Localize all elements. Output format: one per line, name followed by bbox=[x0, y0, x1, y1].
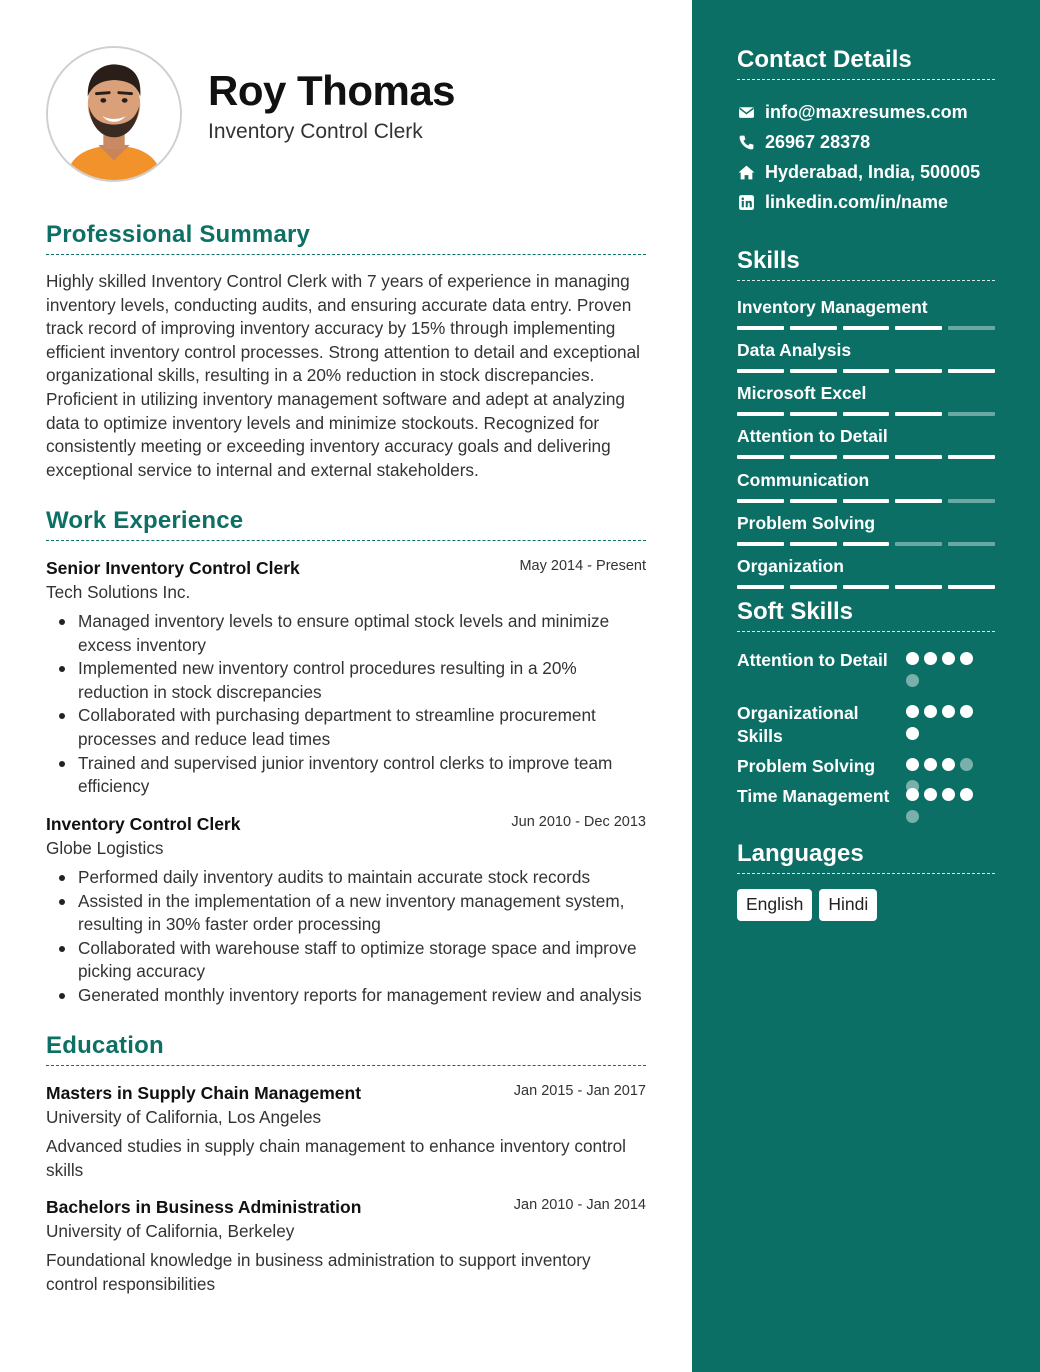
soft-skill-rating bbox=[906, 705, 982, 740]
skill-label: Inventory Management bbox=[737, 297, 928, 317]
home-icon bbox=[737, 163, 755, 181]
rating-dot bbox=[960, 705, 973, 718]
soft-skill-rating bbox=[906, 788, 982, 823]
skill-level-segment bbox=[737, 585, 784, 589]
job-role: Inventory Control Clerk bbox=[46, 814, 241, 834]
skill-level-segment bbox=[737, 412, 784, 416]
contact-email[interactable] bbox=[737, 100, 968, 124]
summary-heading: Professional Summary bbox=[46, 220, 646, 255]
skill-label: Communication bbox=[737, 470, 870, 490]
degree-title: Masters in Supply Chain Management bbox=[46, 1083, 362, 1103]
rating-dot bbox=[906, 758, 919, 771]
rating-dot bbox=[924, 788, 937, 801]
skill-level-bar bbox=[737, 369, 995, 373]
rating-dot bbox=[906, 705, 919, 718]
education-entry bbox=[46, 1195, 646, 1296]
skill-item bbox=[737, 469, 995, 503]
language-tag: Hindi bbox=[819, 889, 877, 921]
experience-entry bbox=[46, 556, 646, 799]
education-dates: Jan 2015 - Jan 2017 bbox=[513, 1083, 646, 1099]
rating-dot bbox=[906, 788, 919, 801]
education-description: Advanced studies in supply chain management to enhance inventory control skills bbox=[46, 1136, 626, 1180]
job-dates: Jun 2010 - Dec 2013 bbox=[511, 814, 646, 830]
bullet-item: Generated monthly inventory reports for management review and analysis bbox=[46, 984, 646, 1008]
skill-label: Attention to Detail bbox=[737, 426, 888, 446]
languages-heading: Languages bbox=[737, 839, 995, 874]
education-entry bbox=[46, 1081, 646, 1182]
skill-level-segment bbox=[790, 369, 837, 373]
education-heading: Education bbox=[46, 1031, 646, 1066]
skill-level-segment bbox=[790, 542, 837, 546]
skill-level-segment bbox=[895, 542, 942, 546]
contact-linkedin-text: linkedin.com/in/name bbox=[765, 192, 949, 212]
rating-dot bbox=[906, 810, 919, 823]
skill-level-segment bbox=[790, 585, 837, 589]
skill-level-segment bbox=[790, 326, 837, 330]
skill-level-segment bbox=[790, 499, 837, 503]
contact-address bbox=[737, 160, 980, 184]
contact-address-text: Hyderabad, India, 500005 bbox=[765, 162, 981, 182]
contact-email-text: info@maxresumes.com bbox=[765, 102, 968, 122]
bullet-item: Managed inventory levels to ensure optimal stock levels and minimize excess inventory bbox=[46, 610, 646, 657]
skill-level-segment bbox=[843, 499, 890, 503]
skill-level-segment bbox=[895, 499, 942, 503]
rating-dot bbox=[906, 727, 919, 740]
soft-skill-rating bbox=[906, 652, 982, 687]
skill-level-bar bbox=[737, 542, 995, 546]
rating-dot bbox=[942, 788, 955, 801]
skill-level-segment bbox=[895, 585, 942, 589]
skill-level-segment bbox=[737, 326, 784, 330]
job-company: Tech Solutions Inc. bbox=[46, 582, 191, 602]
skill-level-segment bbox=[895, 455, 942, 459]
job-dates: May 2014 - Present bbox=[519, 558, 646, 574]
school-name: University of California, Berkeley bbox=[46, 1221, 295, 1241]
rating-dot bbox=[924, 652, 937, 665]
rating-dot bbox=[906, 652, 919, 665]
skill-level-segment bbox=[948, 455, 995, 459]
skill-level-bar bbox=[737, 455, 995, 459]
language-tag: English bbox=[737, 889, 812, 921]
skill-level-bar bbox=[737, 412, 995, 416]
skill-level-segment bbox=[737, 542, 784, 546]
soft-skill-label: Attention to Detail bbox=[737, 650, 888, 670]
skill-level-segment bbox=[948, 326, 995, 330]
soft-skill-label: Problem Solving bbox=[737, 756, 876, 776]
skill-level-segment bbox=[948, 369, 995, 373]
skill-level-segment bbox=[843, 369, 890, 373]
skill-level-segment bbox=[948, 499, 995, 503]
skill-item bbox=[737, 339, 995, 373]
sidebar bbox=[692, 0, 1040, 1372]
experience-entry bbox=[46, 812, 646, 1008]
contact-heading: Contact Details bbox=[737, 45, 995, 80]
experience-heading: Work Experience bbox=[46, 506, 646, 541]
skill-level-bar bbox=[737, 326, 995, 330]
languages-list bbox=[737, 889, 877, 921]
skill-item bbox=[737, 296, 995, 330]
skill-level-segment bbox=[948, 542, 995, 546]
candidate-name: Roy Thomas bbox=[208, 67, 456, 114]
contact-phone-text: 26967 28378 bbox=[765, 132, 871, 152]
skill-item bbox=[737, 512, 995, 546]
profile-photo-icon bbox=[48, 48, 180, 180]
skill-level-segment bbox=[790, 412, 837, 416]
rating-dot bbox=[924, 758, 937, 771]
skill-level-segment bbox=[843, 412, 890, 416]
skill-level-segment bbox=[737, 369, 784, 373]
bullet-item: Collaborated with warehouse staff to optimize storage space and improve picking accuracy bbox=[46, 937, 646, 984]
skill-level-segment bbox=[843, 585, 890, 589]
bullet-item: Trained and supervised junior inventory control clerks to improve team efficiency bbox=[46, 752, 646, 799]
skill-level-bar bbox=[737, 499, 995, 503]
rating-dot bbox=[942, 758, 955, 771]
rating-dot bbox=[960, 652, 973, 665]
skill-level-segment bbox=[843, 542, 890, 546]
bullet-item: Performed daily inventory audits to maintain accurate stock records bbox=[46, 866, 646, 890]
skill-level-segment bbox=[843, 455, 890, 459]
envelope-icon bbox=[737, 103, 755, 121]
linkedin-icon bbox=[737, 193, 755, 211]
rating-dot bbox=[942, 652, 955, 665]
avatar bbox=[46, 46, 182, 182]
contact-linkedin[interactable] bbox=[737, 190, 948, 214]
skill-label: Microsoft Excel bbox=[737, 383, 867, 403]
skill-label: Data Analysis bbox=[737, 340, 852, 360]
rating-dot bbox=[960, 758, 973, 771]
soft-skill-label: Organizational Skills bbox=[737, 703, 859, 746]
degree-title: Bachelors in Business Administration bbox=[46, 1197, 362, 1217]
rating-dot bbox=[906, 674, 919, 687]
skill-level-segment bbox=[843, 326, 890, 330]
education-description: Foundational knowledge in business administration to support inventory control responsibilities bbox=[46, 1250, 591, 1294]
job-bullets bbox=[46, 610, 646, 799]
rating-dot bbox=[924, 705, 937, 718]
skill-level-bar bbox=[737, 585, 995, 589]
skill-level-segment bbox=[895, 369, 942, 373]
skill-level-segment bbox=[737, 499, 784, 503]
school-name: University of California, Los Angeles bbox=[46, 1107, 322, 1127]
skills-heading: Skills bbox=[737, 246, 995, 281]
skill-level-segment bbox=[737, 455, 784, 459]
contact-phone[interactable] bbox=[737, 130, 870, 154]
education-dates: Jan 2010 - Jan 2014 bbox=[513, 1197, 646, 1213]
summary-text: Highly skilled Inventory Control Clerk with 7 years of experience in managing inventory levels, conducting audits, and ensuring accurate data entry. Proven track record of improving inventory accuracy by 15% through implementing efficient inventory control processes. Strong attention to detail and exceptional organizational skills, resulting in a 20% reduction in stock discrepancies. Proficient in utilizing inventory management software and adept at analyzing data to optimize inventory levels and minimize stockouts. Recognized for consistently meeting or exceeding inventory accuracy goals and delivering exceptional service to internal and external stakeholders. bbox=[46, 271, 640, 480]
skill-label: Organization bbox=[737, 556, 844, 576]
soft-skills-heading: Soft Skills bbox=[737, 597, 995, 632]
job-role: Senior Inventory Control Clerk bbox=[46, 558, 300, 578]
skill-item bbox=[737, 382, 995, 416]
skill-level-segment bbox=[790, 455, 837, 459]
skill-level-segment bbox=[948, 585, 995, 589]
skill-level-segment bbox=[948, 412, 995, 416]
bullet-item: Implemented new inventory control procedures resulting in a 20% reduction in stock discrepancies bbox=[46, 657, 646, 704]
phone-icon bbox=[737, 133, 755, 151]
job-company: Globe Logistics bbox=[46, 838, 164, 858]
bullet-item: Collaborated with purchasing department to streamline procurement processes and reduce lead times bbox=[46, 704, 646, 751]
bullet-item: Assisted in the implementation of a new inventory management system, resulting in 30% faster order processing bbox=[46, 890, 646, 937]
skill-item bbox=[737, 425, 995, 459]
skill-label: Problem Solving bbox=[737, 513, 876, 533]
skill-level-segment bbox=[895, 412, 942, 416]
skill-item bbox=[737, 555, 995, 589]
soft-skill-label: Time Management bbox=[737, 786, 890, 806]
skill-level-segment bbox=[895, 326, 942, 330]
candidate-title: Inventory Control Clerk bbox=[208, 120, 423, 143]
rating-dot bbox=[942, 705, 955, 718]
rating-dot bbox=[960, 788, 973, 801]
job-bullets bbox=[46, 866, 646, 1008]
